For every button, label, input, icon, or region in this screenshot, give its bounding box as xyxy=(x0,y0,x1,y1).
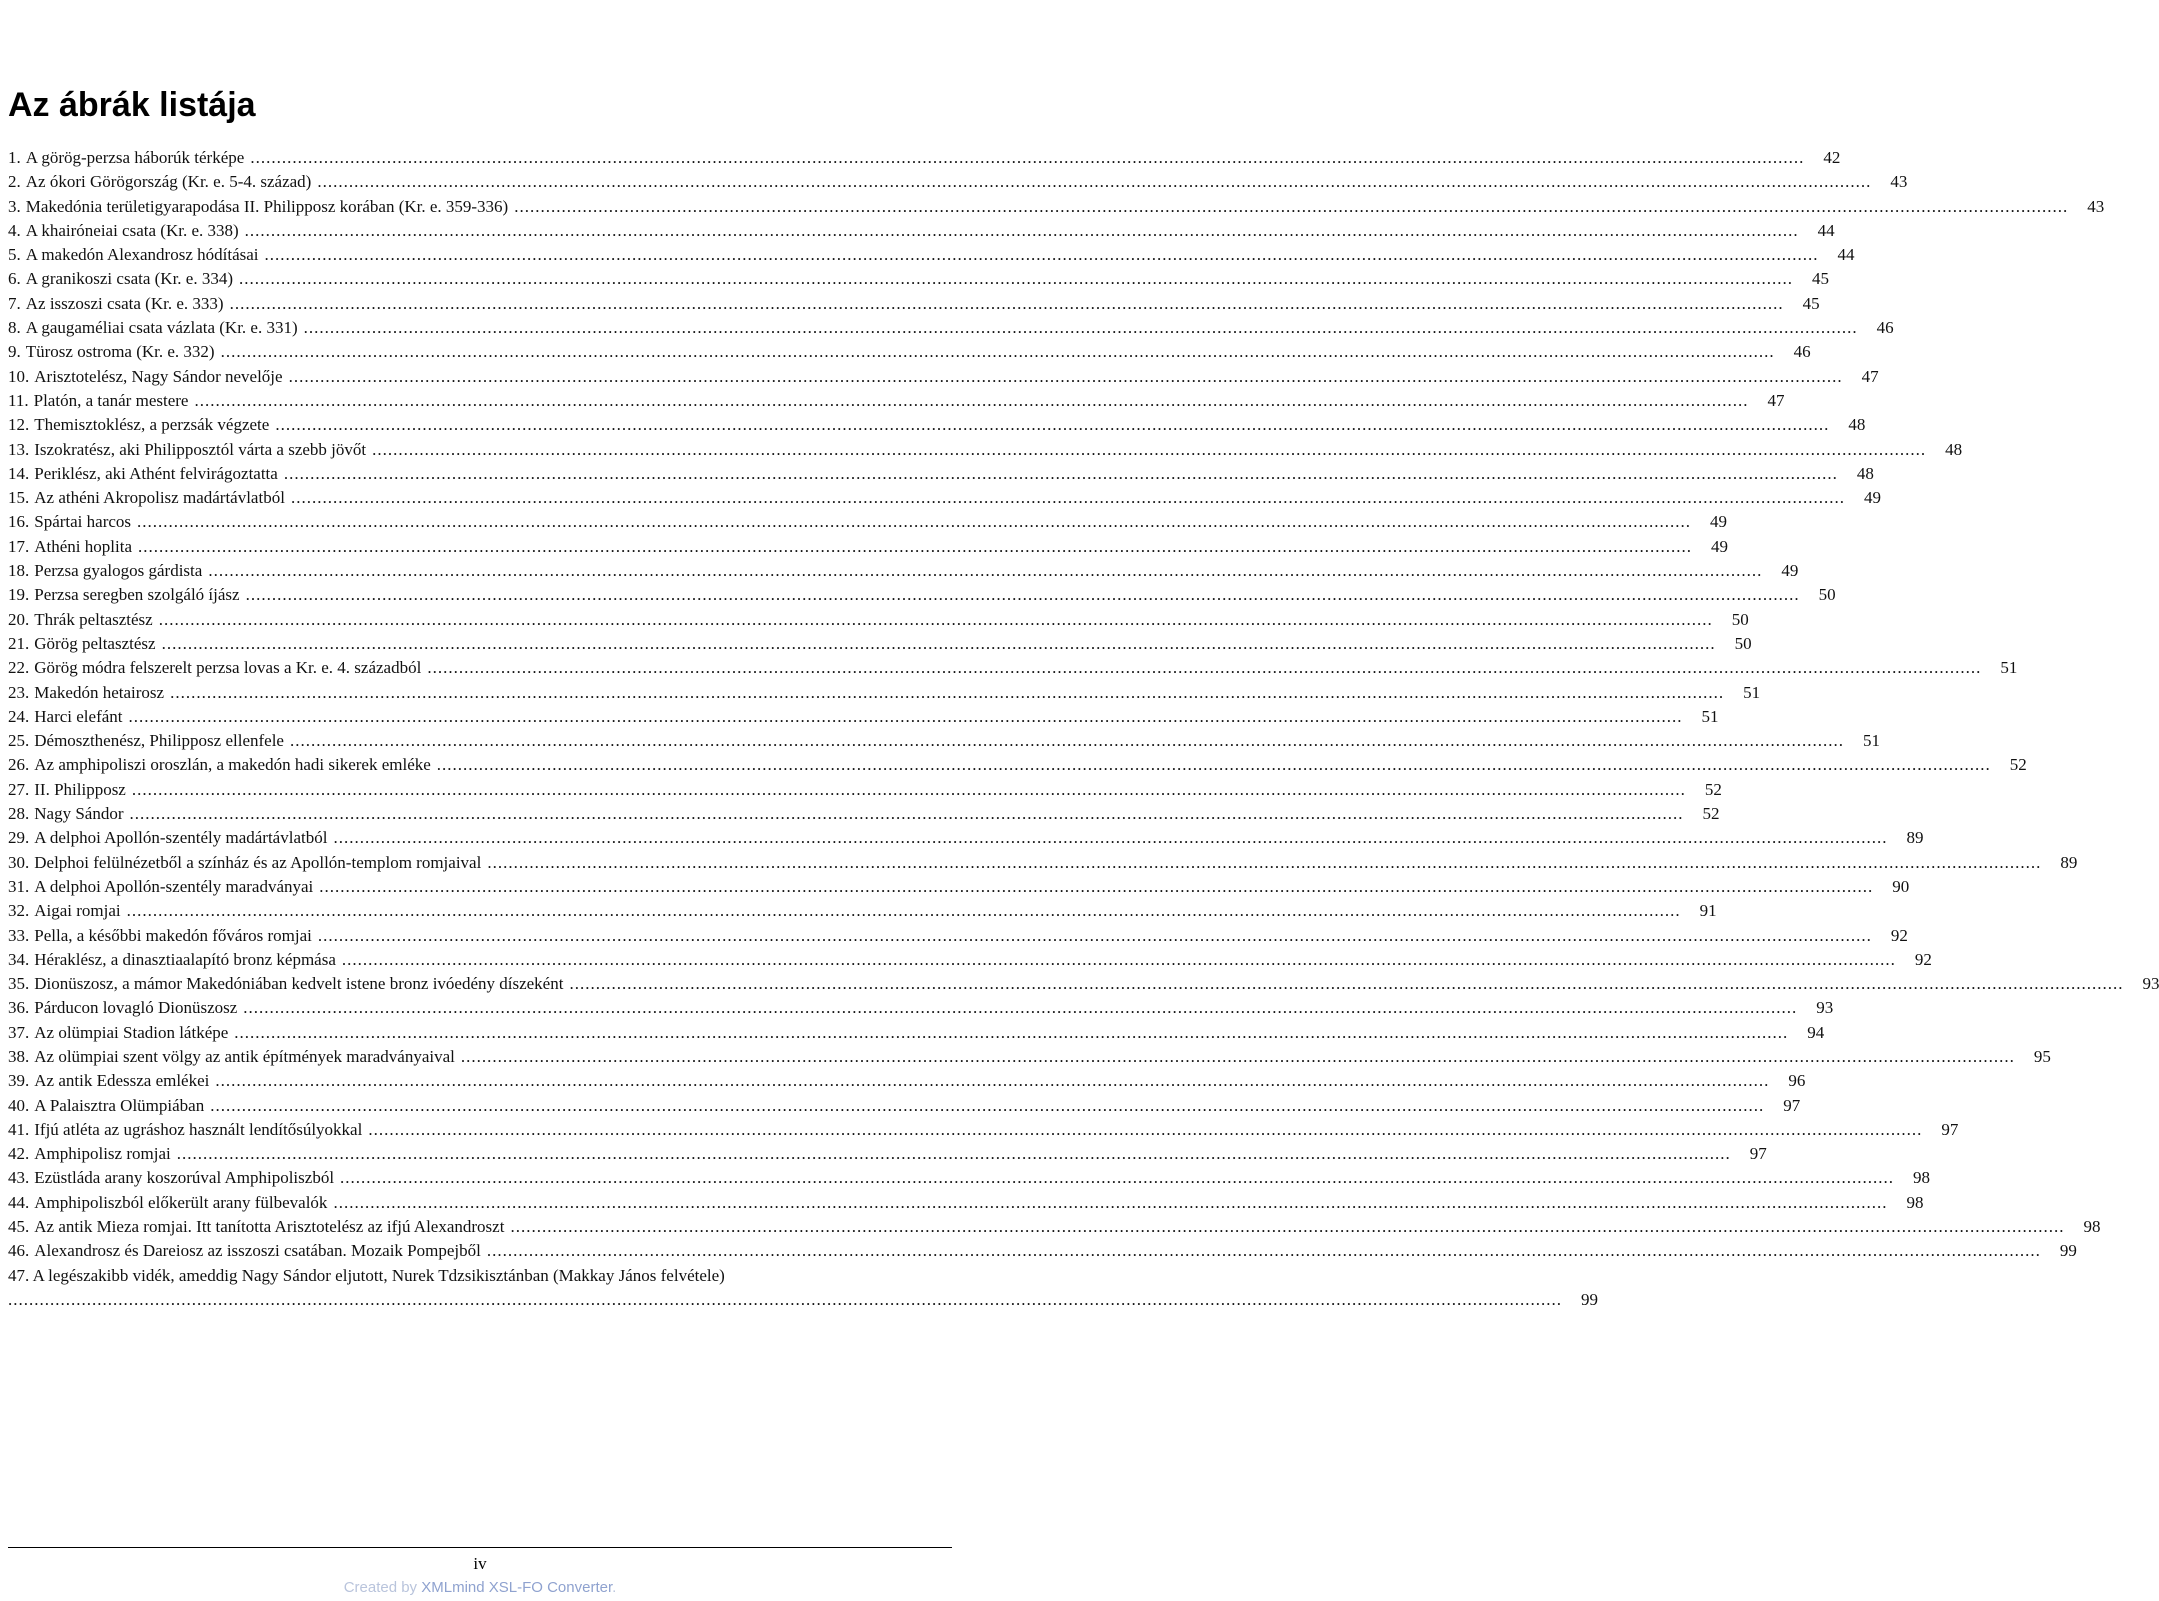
dot-leader xyxy=(487,851,2041,875)
entry-number: 15. xyxy=(8,488,30,508)
entry-title: Aigai romjai xyxy=(34,901,121,921)
entry-title: Perzsa gyalogos gárdista xyxy=(34,561,203,581)
entry-page-number: 49 xyxy=(1863,488,1881,508)
figure-list-entry[interactable] xyxy=(8,583,1836,607)
dot-leader xyxy=(250,146,1804,170)
entry-page-number: 49 xyxy=(1781,561,1799,581)
entry-number: 46. xyxy=(8,1241,30,1261)
figure-list-entry[interactable] xyxy=(8,1264,1598,1313)
dot-leader xyxy=(289,365,1843,389)
entry-title: A khairóneiai csata (Kr. e. 338) xyxy=(25,220,239,240)
entry-title: Párducon lovagló Dionüszosz xyxy=(34,998,238,1018)
entry-title: Az ókori Görögország (Kr. e. 5-4. század) xyxy=(25,172,312,192)
entry-title: Platón, a tanár mestere xyxy=(33,390,189,410)
dot-leader xyxy=(368,1118,1922,1142)
figure-list-entry[interactable] xyxy=(8,948,1932,972)
entry-page-number: 97 xyxy=(1749,1144,1767,1164)
entry-title: Thrák peltasztész xyxy=(34,609,153,629)
entry-number: 10. xyxy=(8,366,30,386)
entry-number: 13. xyxy=(8,439,30,459)
figure-list-entry[interactable] xyxy=(8,1069,1806,1093)
dot-leader xyxy=(487,1239,2041,1263)
watermark xyxy=(0,1578,960,1598)
entry-title: Héraklész, a dinasztiaalapító bronz képmása xyxy=(34,949,336,969)
entry-title: A görög-perzsa háborúk térképe xyxy=(25,148,245,167)
dot-leader xyxy=(239,267,1793,291)
entry-title: Iszokratész, aki Philipposztól várta a szebb jövőt xyxy=(34,439,367,459)
entry-page-number: 94 xyxy=(1807,1022,1825,1042)
entry-title: A legészakibb vidék, ameddig Nagy Sándor eljutott, Nurek Tdzsikisztánban (Makkay János felvétele) xyxy=(32,1265,725,1285)
entry-title: A makedón Alexandrosz hódításai xyxy=(25,245,259,265)
entry-page-number: 44 xyxy=(1837,245,1855,265)
entry-number: 37. xyxy=(8,1022,30,1042)
entry-title: Ifjú atléta az ugráshoz használt lendítősúlyokkal xyxy=(34,1119,363,1139)
figure-list-entry[interactable] xyxy=(8,1021,1825,1045)
entry-title: Nagy Sándor xyxy=(34,804,124,824)
dot-leader xyxy=(245,219,1799,243)
entry-page-number: 97 xyxy=(1783,1095,1801,1115)
entry-page-number: 47 xyxy=(1861,366,1879,386)
entry-page-number: 92 xyxy=(1914,949,1932,969)
entry-page-number: 93 xyxy=(1816,998,1834,1018)
entry-page-number: 49 xyxy=(1710,536,1728,556)
entry-number: 44. xyxy=(8,1192,30,1212)
figure-list-entry[interactable] xyxy=(8,195,2105,219)
dot-leader xyxy=(243,996,1797,1020)
dot-leader xyxy=(372,438,1926,462)
entry-title: Az athéni Akropolisz madártávlatból xyxy=(34,488,285,508)
figure-list-entry[interactable] xyxy=(8,389,1785,413)
entry-page-number: 49 xyxy=(1710,512,1728,532)
page-number: iv xyxy=(473,1554,487,1573)
entry-page-number: 51 xyxy=(2000,658,2018,678)
entry-title: Perzsa seregben szolgáló íjász xyxy=(34,585,240,605)
entry-title: Az antik Mieza romjai. Itt tanította Arisztotelész az ifjú Alexandroszt xyxy=(34,1217,505,1237)
entry-page-number: 50 xyxy=(1731,609,1749,629)
figure-list-entry[interactable] xyxy=(8,316,1894,340)
dot-leader xyxy=(127,899,1681,923)
figure-list-entry[interactable] xyxy=(8,510,1728,534)
entry-number: 36. xyxy=(8,998,30,1018)
dot-leader xyxy=(275,413,1829,437)
dot-leader xyxy=(170,681,1724,705)
figure-list-entry[interactable] xyxy=(8,340,1811,364)
entry-number: 12. xyxy=(8,415,30,435)
figure-list-entry[interactable] xyxy=(8,632,1752,656)
entry-title: Dionüszosz, a mámor Makedóniában kedvelt istene bronz ivóedény díszeként xyxy=(34,974,564,994)
dot-leader xyxy=(162,632,1716,656)
entry-page-number: 97 xyxy=(1941,1119,1959,1139)
entry-number: 42. xyxy=(8,1144,30,1164)
entry-title: Spártai harcos xyxy=(34,512,132,532)
watermark-prefix: Created by xyxy=(343,1579,422,1596)
entry-page-number: 52 xyxy=(1704,779,1722,799)
figure-list-entry[interactable] xyxy=(8,413,1866,437)
dot-leader xyxy=(194,389,1748,413)
entry-number: 21. xyxy=(8,633,30,653)
entry-title: Az amphipoliszi oroszlán, a makedón hadi sikerek emléke xyxy=(34,755,431,775)
entry-page-number: 93 xyxy=(2142,974,2159,994)
figure-list-entry[interactable] xyxy=(8,1215,2101,1239)
entry-number: 30. xyxy=(8,852,30,872)
dot-leader xyxy=(317,170,1871,194)
dot-leader xyxy=(137,510,1691,534)
dot-leader xyxy=(461,1045,2015,1069)
dot-leader xyxy=(340,1166,1894,1190)
dot-leader xyxy=(290,729,1844,753)
entry-page-number: 98 xyxy=(2083,1217,2101,1237)
dot-leader xyxy=(437,753,1991,777)
entry-page-number: 48 xyxy=(1856,463,1874,483)
dot-leader xyxy=(129,802,1683,826)
dot-leader xyxy=(342,948,1896,972)
entry-number: 20. xyxy=(8,609,30,629)
entry-page-number: 44 xyxy=(1817,220,1835,240)
entry-number: 25. xyxy=(8,731,30,751)
dot-leader xyxy=(427,656,1981,680)
dot-leader xyxy=(318,924,1872,948)
entry-number: 32. xyxy=(8,901,30,921)
figure-list-entry[interactable] xyxy=(8,462,1874,486)
dot-leader xyxy=(138,535,1692,559)
entry-page-number: 50 xyxy=(1818,585,1836,605)
entry-page-number: 90 xyxy=(1892,876,1910,896)
entry-page-number: 45 xyxy=(1812,269,1829,289)
dot-leader xyxy=(129,705,1683,729)
entry-title: Démoszthenész, Philipposz ellenfele xyxy=(34,731,284,751)
figure-list-entry[interactable] xyxy=(8,899,1717,923)
dot-leader xyxy=(221,340,1775,364)
entry-title: Makedónia területigyarapodása II. Philipposz korában (Kr. e. 359-336) xyxy=(25,196,509,216)
figure-list-entry[interactable] xyxy=(8,267,1829,291)
entry-page-number: 45 xyxy=(1802,293,1820,313)
figure-list-entry[interactable] xyxy=(8,1094,1801,1118)
entry-page-number: 52 xyxy=(1702,804,1720,824)
figure-list-entry[interactable] xyxy=(8,243,1855,267)
entry-number: 39. xyxy=(8,1071,30,1091)
figure-list-entry[interactable] xyxy=(8,1166,1931,1190)
entry-page-number: 46 xyxy=(1876,318,1894,338)
entry-page-number: 42 xyxy=(1823,148,1841,167)
entry-first-line xyxy=(8,1264,864,1288)
figure-list-entry[interactable] xyxy=(8,1239,2077,1263)
entry-title: Görög módra felszerelt perzsa lovas a Kr. e. 4. századból xyxy=(34,658,422,678)
figure-list-entry[interactable] xyxy=(8,219,1835,243)
entry-page-number: 51 xyxy=(1701,706,1719,726)
entry-page-number: 99 xyxy=(1581,1289,1598,1309)
dot-leader xyxy=(132,778,1686,802)
entry-number: 4. xyxy=(8,220,21,240)
dot-leader xyxy=(246,583,1800,607)
figure-list-entry[interactable] xyxy=(8,535,1728,559)
dot-leader xyxy=(230,292,1784,316)
figure-list-entry[interactable] xyxy=(8,608,1749,632)
entry-page-number: 92 xyxy=(1890,925,1908,945)
entry-number: 6. xyxy=(8,269,21,289)
entry-title: Alexandrosz és Dareiosz az isszoszi csatában. Mozaik Pompejből xyxy=(34,1241,481,1261)
entry-number: 19. xyxy=(8,585,30,605)
entry-page-number: 52 xyxy=(2009,755,2027,775)
figure-list-entry[interactable] xyxy=(8,1191,1924,1215)
figure-list-entry[interactable] xyxy=(8,365,1879,389)
dot-leader xyxy=(333,826,1887,850)
entry-title: Pella, a későbbi makedón főváros romjai xyxy=(34,925,312,945)
figure-list xyxy=(8,146,2159,1312)
figure-list-entry[interactable] xyxy=(8,972,2159,996)
entry-number: 11. xyxy=(8,390,29,410)
entry-page-number: 91 xyxy=(1699,901,1717,921)
dot-leader xyxy=(510,1215,2064,1239)
entry-number: 9. xyxy=(8,342,21,362)
entry-number: 18. xyxy=(8,561,30,581)
figure-list-entry[interactable] xyxy=(8,753,2027,777)
figure-list-entry[interactable] xyxy=(8,656,2018,680)
entry-title: A Palaisztra Olümpiában xyxy=(34,1095,205,1115)
dot-leader xyxy=(291,486,1845,510)
figure-list-entry[interactable] xyxy=(8,146,1841,170)
entry-title: Ezüstláda arany koszorúval Amphipoliszból xyxy=(34,1168,335,1188)
entry-title: II. Philipposz xyxy=(34,779,126,799)
dot-leader xyxy=(265,243,1819,267)
entry-number: 27. xyxy=(8,779,30,799)
footer-divider xyxy=(8,1547,952,1548)
entry-title: Az olümpiai szent völgy az antik építmények maradványaival xyxy=(34,1046,455,1066)
entry-number: 17. xyxy=(8,536,30,556)
entry-page-number: 50 xyxy=(1734,633,1752,653)
figure-list-entry[interactable] xyxy=(8,924,1908,948)
dot-leader xyxy=(304,316,1858,340)
figure-list-entry[interactable] xyxy=(8,559,1799,583)
figure-list-entry[interactable] xyxy=(8,778,1722,802)
figure-list-entry[interactable] xyxy=(8,438,1963,462)
dot-leader xyxy=(284,462,1838,486)
figure-list-entry[interactable] xyxy=(8,996,1834,1020)
entry-title: Periklész, aki Athént felvirágoztatta xyxy=(34,463,278,483)
entry-page-number: 46 xyxy=(1793,342,1811,362)
entry-number: 1. xyxy=(8,148,21,167)
figure-list-entry[interactable] xyxy=(8,486,1881,510)
figure-list-entry[interactable] xyxy=(8,1045,2051,1069)
figure-list-entry[interactable] xyxy=(8,826,1924,850)
entry-number: 45. xyxy=(8,1217,30,1237)
entry-page-number: 51 xyxy=(1743,682,1761,702)
entry-page-number: 43 xyxy=(2087,196,2105,216)
entry-number: 41. xyxy=(8,1119,30,1139)
dot-leader xyxy=(177,1142,1731,1166)
watermark-suffix: . xyxy=(612,1579,617,1596)
entry-title: Amphipoliszból előkerült arany fülbevalók xyxy=(34,1192,328,1212)
entry-title: Görög peltasztész xyxy=(34,633,156,653)
entry-title: Türosz ostroma (Kr. e. 332) xyxy=(25,342,215,362)
entry-number: 26. xyxy=(8,755,30,775)
figure-list-entry[interactable] xyxy=(8,681,1761,705)
figure-list-entry[interactable] xyxy=(8,802,1720,826)
entry-title: Makedón hetairosz xyxy=(34,682,165,702)
dot-leader xyxy=(234,1021,1788,1045)
dot-leader xyxy=(208,559,1762,583)
entry-number: 7. xyxy=(8,293,21,313)
figure-list-entry[interactable] xyxy=(8,1142,1767,1166)
entry-page-number: 96 xyxy=(1788,1071,1806,1091)
entry-number: 23. xyxy=(8,682,30,702)
entry-number: 22. xyxy=(8,658,30,678)
dot-leader xyxy=(514,195,2068,219)
figure-list-entry[interactable] xyxy=(8,875,1910,899)
entry-title: Az olümpiai Stadion látképe xyxy=(34,1022,229,1042)
entry-page-number: 47 xyxy=(1767,390,1785,410)
dot-leader xyxy=(210,1094,1764,1118)
entry-page-number: 99 xyxy=(2059,1241,2077,1261)
watermark-brand: XMLmind XSL-FO Converter xyxy=(421,1579,613,1596)
entry-page-number: 98 xyxy=(1906,1192,1924,1212)
entry-title: Themisztoklész, a perzsák végzete xyxy=(34,415,270,435)
entry-number: 40. xyxy=(8,1095,30,1115)
dot-leader xyxy=(333,1191,1887,1215)
entry-number: 33. xyxy=(8,925,30,945)
entry-page-number: 48 xyxy=(1945,439,1963,459)
entry-number: 14. xyxy=(8,463,30,483)
entry-number: 16. xyxy=(8,512,30,532)
dot-leader xyxy=(319,875,1873,899)
figure-list-entry[interactable] xyxy=(8,705,1719,729)
entry-number: 47. xyxy=(8,1265,30,1285)
figure-list-entry[interactable] xyxy=(8,729,1880,753)
figure-list-entry[interactable] xyxy=(8,851,2078,875)
dot-leader xyxy=(569,972,2123,996)
entry-title: Az antik Edessza emlékei xyxy=(34,1071,210,1091)
entry-number: 8. xyxy=(8,318,21,338)
entry-page-number: 89 xyxy=(2060,852,2078,872)
entry-page-number: 51 xyxy=(1862,731,1880,751)
entry-number: 29. xyxy=(8,828,30,848)
entry-number: 43. xyxy=(8,1168,30,1188)
entry-number: 2. xyxy=(8,172,21,192)
figure-list-entry[interactable] xyxy=(8,170,1908,194)
entry-number: 3. xyxy=(8,196,21,216)
entry-title: A delphoi Apollón-szentély madártávlatból xyxy=(34,828,328,848)
page-title: Az ábrák listája xyxy=(8,86,256,124)
entry-page-number: 95 xyxy=(2033,1046,2051,1066)
entry-number: 5. xyxy=(8,245,21,265)
figure-list-entry[interactable] xyxy=(8,292,1820,316)
entry-title: Delphoi felülnézetből a színház és az Apollón-templom romjaival xyxy=(34,852,482,872)
entry-number: 28. xyxy=(8,804,30,824)
entry-title: A gaugaméliai csata vázlata (Kr. e. 331) xyxy=(25,318,298,338)
entry-number: 38. xyxy=(8,1046,30,1066)
entry-page-number: 89 xyxy=(1906,828,1924,848)
entry-number: 35. xyxy=(8,974,30,994)
entry-title: Amphipolisz romjai xyxy=(34,1144,171,1164)
dot-leader xyxy=(159,608,1713,632)
entry-number: 34. xyxy=(8,949,30,969)
entry-page-number: 48 xyxy=(1848,415,1866,435)
figure-list-entry[interactable] xyxy=(8,1118,1959,1142)
entry-title: Az isszoszi csata (Kr. e. 333) xyxy=(25,293,224,313)
entry-title: A delphoi Apollón-szentély maradványai xyxy=(34,876,314,896)
dot-leader xyxy=(215,1069,1769,1093)
dot-leader xyxy=(8,1288,1562,1312)
entry-number: 24. xyxy=(8,706,30,726)
entry-title: A granikoszi csata (Kr. e. 334) xyxy=(25,269,233,289)
entry-title: Arisztotelész, Nagy Sándor nevelője xyxy=(34,366,283,386)
entry-number: 31. xyxy=(8,876,30,896)
entry-title: Harci elefánt xyxy=(34,706,123,726)
entry-title: Athéni hoplita xyxy=(34,536,132,556)
entry-second-line xyxy=(8,1288,1598,1312)
entry-page-number: 43 xyxy=(1890,172,1908,192)
entry-page-number: 98 xyxy=(1913,1168,1931,1188)
